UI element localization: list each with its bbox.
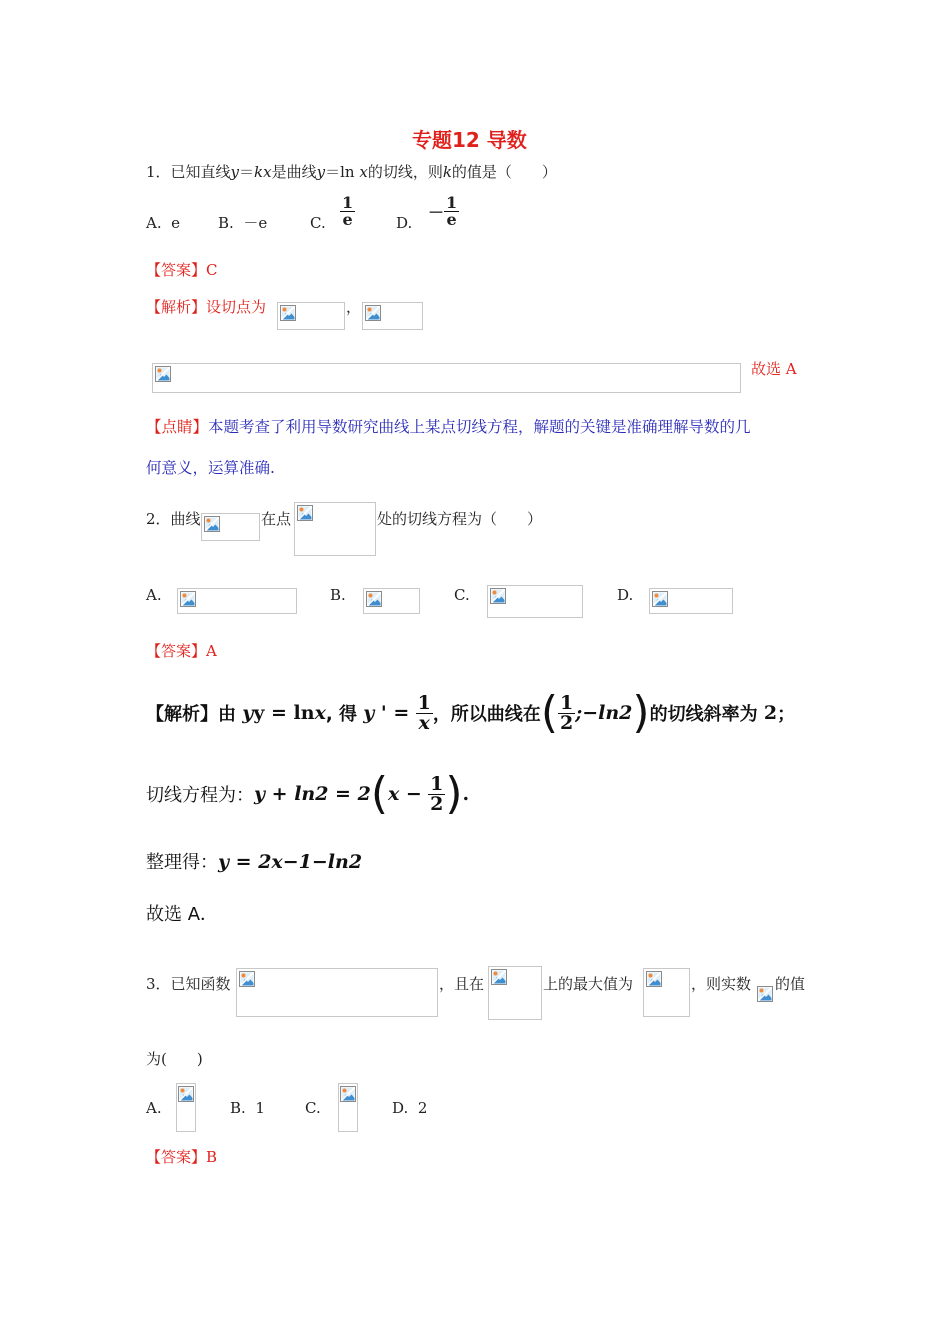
q1-option-c-label: C. [310,214,326,232]
broken-image-icon [491,969,507,985]
q3-stem-d: ，则实数 [691,975,752,993]
q3-option-c-image [338,1083,358,1132]
q3-option-d: D. 2 [392,1099,428,1117]
q2-stem-c: 处的切线方程为（ ） [377,510,543,528]
q3-stem-a: 3．已知函数 [146,975,231,993]
q3-option-a-label: A. [146,1099,162,1117]
broken-image-icon [646,971,662,987]
broken-image-icon [366,591,382,607]
q3-function-image [236,968,438,1017]
q2-point-image [294,502,376,556]
q1-option-a: A. e [146,214,181,232]
q1-comma: ， [346,298,362,316]
q3-interval-image [488,966,542,1020]
broken-image-icon [365,305,381,321]
q2-option-a-label: A. [146,586,162,604]
q2-analysis-line2: 切线方程为： y + ln2 = 2 ( x − $\frac{1}{2}$ ) . [146,768,470,819]
q1-tangent-point-image [277,302,345,330]
q2-option-c-image [487,585,583,618]
q1-option-d-fraction: － $\frac{1}{e}$ [428,193,458,229]
q2-analysis-line4: 故选 A． [146,904,219,925]
broken-image-icon [757,986,773,1002]
q3-stem-f: 为( ) [146,1050,203,1068]
q1-derivative-image [362,302,423,330]
q3-answer: 【答案】B [146,1148,218,1166]
q3-max-value-image [643,968,690,1017]
q1-option-b: B. －e [218,214,268,232]
q3-stem-c: 上的最大值为 [543,975,634,993]
broken-image-icon [178,1086,194,1102]
q3-option-a-image [176,1083,196,1132]
broken-image-icon [280,305,296,321]
q1-analysis: 【解析】设切点为 [146,298,267,316]
broken-image-icon [155,366,171,382]
q3-stem-b: ，且在 [439,975,485,993]
q2-option-d-image [649,588,733,614]
broken-image-icon [180,591,196,607]
q2-option-a-image [177,588,297,614]
q2-analysis-line1: 【解析】 由 y y = ln x , 得 y ' = $\frac{1}{x}$ ，所以曲线在 ( $\frac{1}{2}$ ;−ln2 ) 的切线斜率为 2 ； [146,687,796,738]
q3-stem-e: 的值 [775,975,806,993]
q1-stem: 1．已知直线y＝kx是曲线y＝ln x的切线，则k的值是（ ） [146,163,557,181]
q1-conclusion: 故选 A [751,360,797,378]
q3-option-b: B. 1 [230,1099,265,1117]
q1-comment: 【点睛】本题考查了利用导数研究曲线上某点切线方程，解题的关键是准确理解导数的几 [146,418,751,436]
broken-image-icon [490,588,506,604]
q2-option-b-label: B. [330,586,346,604]
q1-answer: 【答案】C [146,261,218,279]
broken-image-icon [204,516,220,532]
q2-option-d-label: D. [617,586,634,604]
q2-analysis-line3: 整理得：y = 2x−1−ln2 [146,851,363,873]
q2-option-c-label: C. [454,586,470,604]
q2-option-b-image [363,588,420,614]
broken-image-icon [652,591,668,607]
q2-stem-a: 2．曲线 [146,510,201,528]
q3-variable-image [757,984,774,1004]
q1-option-d-label: D. [396,214,413,232]
broken-image-icon [239,971,255,987]
q1-option-c-fraction: $\frac{1}{e}$ [342,193,354,229]
q2-stem-b: 在点 [261,510,292,528]
broken-image-icon [297,505,313,521]
q1-comment-line2: 何意义，运算准确. [146,459,275,477]
page-title: 专题12 导数 [412,128,527,152]
q1-solution-image [152,363,741,393]
q2-curve-image [201,513,260,541]
broken-image-icon [340,1086,356,1102]
q3-option-c-label: C. [305,1099,321,1117]
q2-answer: 【答案】A [146,642,217,660]
